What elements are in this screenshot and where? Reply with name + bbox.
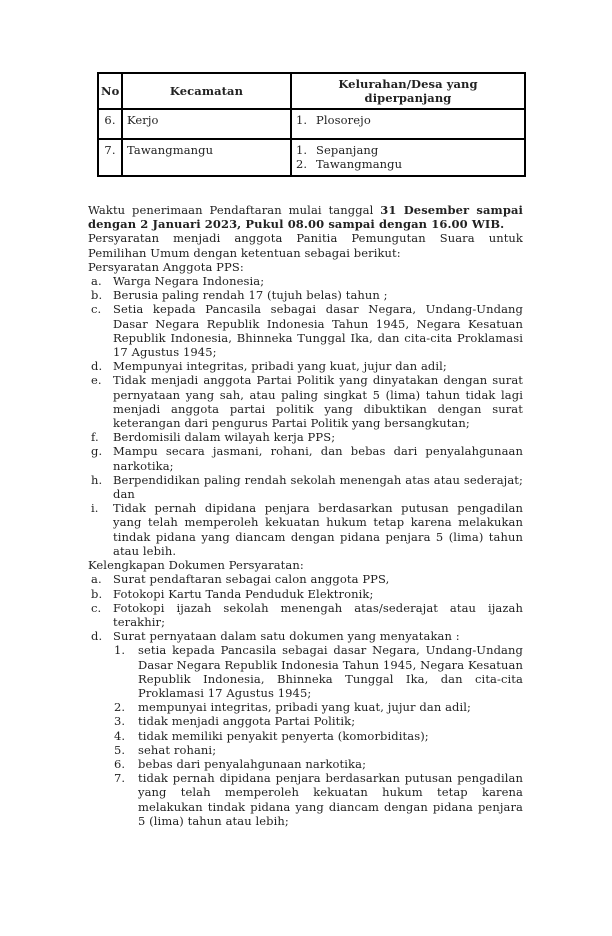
list-marker: g. (91, 444, 103, 459)
list-item (114, 743, 523, 757)
kecamatan-table (97, 72, 526, 177)
list-text: sehat rohani; (138, 742, 217, 757)
list-text: Plosorejo (316, 113, 371, 128)
list-marker: 4. (114, 728, 126, 743)
list-text: tidak menjadi anggota Partai Politik; (138, 714, 356, 729)
list-marker: 7. (114, 771, 126, 786)
cell-kecamatan: Kerjo (122, 109, 291, 138)
waktu-paragraph (88, 203, 523, 231)
list-item (114, 714, 523, 728)
list-marker: a. (91, 274, 102, 289)
list-text: Mempunyai integritas, pribadi yang kuat, jujur dan adil; (113, 359, 447, 374)
list-text: Fotokopi ijazah sekolah menengah atas/sederajat atau ijazah terakhir; (113, 600, 523, 629)
list-text: Sepanjang (316, 142, 379, 157)
list-text: Mampu secara jasmani, rohani, dan bebas dari penyalahgunaan narkotika; (113, 444, 523, 473)
list-text: Tawangmangu (316, 156, 403, 171)
waktu-text-normal: Waktu penerimaan Pendaftaran mulai tanggal (88, 203, 381, 218)
list-item (91, 288, 523, 302)
list-item (114, 771, 523, 828)
list-item (114, 700, 523, 714)
cell-kelurahan (291, 139, 525, 176)
list-item (91, 601, 523, 629)
list-text: Tidak pernah dipidana penjara berdasarkan putusan pengadilan yang telah memperoleh kekuatan hukum tetap karena melakukan tindak pidana yang diancam dengan pidana penjara 5 (lima) tahun atau lebih. (113, 501, 523, 558)
list-text: Berusia paling rendah 17 (tujuh belas) tahun ; (113, 288, 388, 303)
list-marker: 5. (114, 742, 126, 757)
list-text: Surat pendaftaran sebagai calon anggota PPS, (113, 572, 390, 587)
list-text: Warga Negara Indonesia; (113, 274, 265, 289)
list-text: tidak memiliki penyakit penyerta (komorbiditas); (138, 728, 429, 743)
list-marker: d. (91, 359, 103, 374)
waktu-text-bold: 31 Desember sampai dengan 2 Januari 2023, Pukul 08.00 sampai dengan 16.00 WIB. (88, 203, 523, 232)
list-text: setia kepada Pancasila sebagai dasar Negara, Undang-Undang Dasar Negara Republik Indonesia Tahun 1945, Negara Kesatuan Republik Indonesia, Bhinneka Tunggal Ika, dan cita-cita Proklamasi 17 Agustus 1945; (138, 643, 523, 700)
kelurahan-item (296, 143, 520, 157)
document-content (88, 72, 523, 828)
list-item (91, 501, 523, 558)
list-marker: 1. (296, 142, 308, 157)
table-header-row (98, 73, 525, 109)
list-marker: e. (91, 373, 102, 388)
list-item (91, 373, 523, 430)
list-text: Surat pernyataan dalam satu dokumen yang menyatakan : (113, 629, 460, 644)
list-text: Berpendidikan paling rendah sekolah menengah atas atau sederajat; dan (113, 472, 523, 502)
col-header-kelurahan: Kelurahan/Desa yang diperpanjang (291, 73, 525, 109)
kelurahan-item (296, 113, 520, 127)
persyaratan-intro: Persyaratan menjadi anggota Panitia Pemungutan Suara untuk Pemilihan Umum dengan ketentuan sebagai berikut: (88, 231, 523, 260)
list-item (114, 757, 523, 771)
list-marker: c. (91, 302, 102, 317)
table-row (98, 109, 525, 138)
kelurahan-item (296, 157, 520, 171)
list-marker: 2. (296, 156, 308, 171)
list-item (91, 587, 523, 601)
list-marker: 6. (114, 756, 126, 771)
list-item (91, 274, 523, 288)
list-item (114, 643, 523, 700)
list-marker: 2. (114, 700, 126, 715)
list-item (91, 444, 523, 472)
table-row (98, 139, 525, 176)
cell-kecamatan: Tawangmangu (122, 139, 291, 176)
list-marker: c. (91, 600, 102, 615)
list-item (91, 430, 523, 444)
list-item (114, 729, 523, 743)
cell-kelurahan (291, 109, 525, 138)
kelengkapan-list (91, 572, 523, 643)
kelengkapan-heading: Kelengkapan Dokumen Persyaratan: (88, 558, 304, 573)
persyaratan-list (91, 274, 523, 558)
list-text: Setia kepada Pancasila sebagai dasar Negara, Undang-Undang Dasar Negara Republik Indonesia Tahun 1945, Negara Kesatuan Republik Indonesia, Bhinneka Tunggal Ika, dan cita-cita Proklamasi 17 Agustus 1945; (113, 302, 523, 360)
list-item (91, 302, 523, 359)
list-marker: d. (91, 629, 103, 644)
list-text: Berdomisili dalam wilayah kerja PPS; (113, 430, 336, 445)
list-text: Fotokopi Kartu Tanda Penduduk Elektronik; (113, 586, 374, 601)
list-marker: a. (91, 572, 102, 587)
list-item (91, 572, 523, 586)
list-marker: 1. (296, 113, 308, 128)
list-marker: i. (91, 501, 99, 516)
list-marker: h. (91, 472, 103, 487)
list-text: mempunyai integritas, pribadi yang kuat, jujur dan adil; (138, 700, 472, 715)
list-marker: f. (91, 430, 99, 445)
col-header-kecamatan: Kecamatan (122, 73, 291, 109)
list-marker: 3. (114, 714, 126, 729)
list-text: bebas dari penyalahgunaan narkotika; (138, 756, 367, 771)
list-item (91, 359, 523, 373)
list-marker: 1. (114, 643, 126, 658)
cell-no: 7. (98, 139, 122, 176)
cell-no: 6. (98, 109, 122, 138)
list-marker: b. (91, 288, 103, 303)
list-item (91, 629, 523, 643)
list-marker: b. (91, 586, 103, 601)
list-item (91, 473, 523, 501)
list-text: Tidak menjadi anggota Partai Politik yang dinyatakan dengan surat pernyataan yang sah, atau paling singkat 5 (lima) tahun tidak lagi menjadi anggota partai politik yang dibuktikan dengan surat keterangan dari pengurus Partai Politik yang bersangkutan; (113, 373, 523, 431)
list-text: tidak pernah dipidana penjara berdasarkan putusan pengadilan yang telah memperoleh kekuatan hukum tetap karena melakukan tindak pidana yang diancam dengan pidana penjara 5 (lima) tahun atau lebih; (138, 771, 523, 828)
persyaratan-heading: Persyaratan Anggota PPS: (88, 259, 244, 274)
col-header-no: No (98, 73, 122, 109)
kelengkapan-sub-list (114, 643, 523, 828)
